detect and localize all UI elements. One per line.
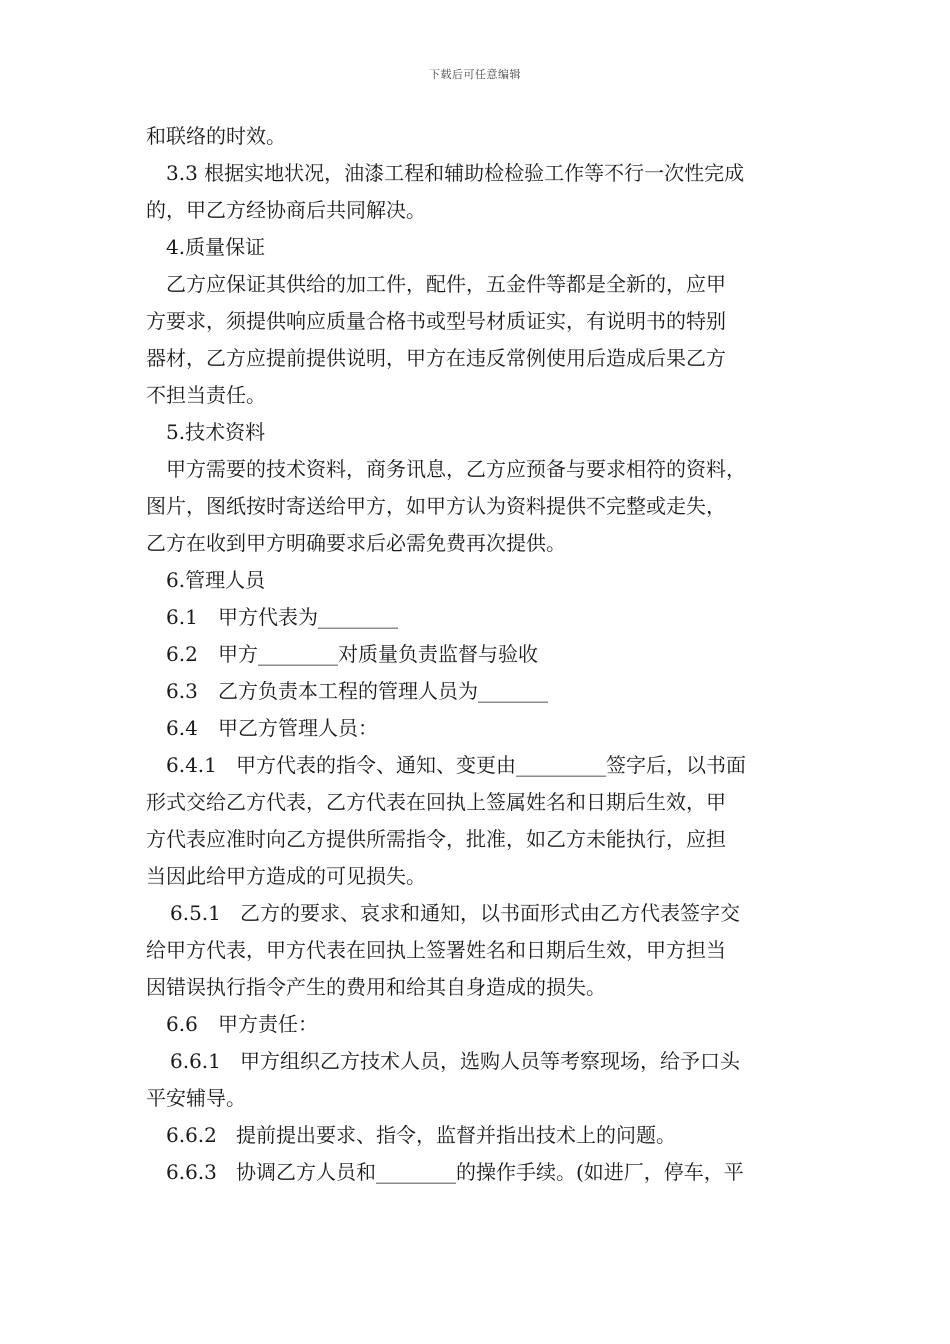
paragraph-line: 不担当责任。 [146, 383, 266, 407]
clause-number: 6.2 [166, 642, 198, 666]
clause-number: 6.6.2 [166, 1123, 217, 1147]
document-body [146, 118, 810, 1191]
clause-number: 6.3 [166, 679, 198, 703]
clause-number: 6.5.1 [170, 901, 221, 925]
clause-text: 协调乙方人员和________的操作手续。(如进厂，停车，平 [236, 1160, 744, 1184]
clause-3-3-line: 3.3 根据实地状况，油漆工程和辅助检检验工作等不行一次性完成 [166, 161, 745, 185]
clause-6-6 [146, 1006, 810, 1043]
section-heading-tech-docs: 5.技术资料 [166, 420, 266, 444]
paragraph-line: 甲方需要的技术资料，商务讯息，乙方应预备与要求相符的资料， [166, 457, 746, 481]
clause-6-4 [146, 710, 810, 747]
clause-text: 甲乙方管理人员： [218, 716, 378, 740]
clause-text: 甲方代表的指令、通知、变更由_________签字后，以书面 [236, 753, 746, 777]
clause-number: 6.6.1 [170, 1049, 221, 1073]
clause-6-6-3 [146, 1154, 810, 1191]
paragraph-line: 乙方应保证其供给的加工件，配件，五金件等都是全新的，应甲 [166, 272, 726, 296]
section-heading-quality: 4.质量保证 [166, 235, 266, 259]
clause-number: 6.6 [166, 1012, 198, 1036]
clause-6-3 [146, 673, 810, 710]
clause-6-2 [146, 636, 810, 673]
paragraph-line: 形式交给乙方代表，乙方代表在回执上签属姓名和日期后生效，甲 [146, 790, 726, 814]
paragraph-line: 方要求，须提供响应质量合格书或型号材质证实，有说明书的特别 [146, 309, 726, 333]
clause-text: 甲方组织乙方技术人员，选购人员等考察现场，给予口头 [240, 1049, 740, 1073]
paragraph-line: 给甲方代表，甲方代表在回执上签署姓名和日期后生效，甲方担当 [146, 938, 726, 962]
clause-6-1 [146, 599, 810, 636]
paragraph-line: 方代表应准时向乙方提供所需指令，批准，如乙方未能执行，应担 [146, 827, 726, 851]
paragraph-line: 的，甲乙方经协商后共同解决。 [146, 198, 426, 222]
paragraph-line: 乙方在收到甲方明确要求后必需免费再次提供。 [146, 531, 566, 555]
clause-number: 6.1 [166, 605, 198, 629]
clause-number: 6.4 [166, 716, 198, 740]
clause-text: 甲方________对质量负责监督与验收 [218, 642, 538, 666]
page-header-note: 下载后可任意编辑 [429, 68, 521, 81]
clause-number: 6.4.1 [166, 753, 217, 777]
paragraph-line: 图片，图纸按时寄送给甲方，如甲方认为资料提供不完整或走失， [146, 494, 726, 518]
clause-text: 甲方代表为________ [218, 605, 398, 629]
clause-6-5-1 [146, 895, 810, 932]
paragraph-line: 和联络的时效。 [146, 124, 286, 148]
paragraph-line: 当因此给甲方造成的可见损失。 [146, 864, 426, 888]
paragraph-line: 器材，乙方应提前提供说明，甲方在违反常例使用后造成后果乙方 [146, 346, 726, 370]
clause-6-4-1 [146, 747, 810, 784]
clause-text: 提前提出要求、指令，监督并指出技术上的问题。 [236, 1123, 676, 1147]
clause-text: 乙方的要求、哀求和通知，以书面形式由乙方代表签字交 [240, 901, 740, 925]
clause-number: 6.6.3 [166, 1160, 217, 1184]
clause-text: 甲方责任： [218, 1012, 318, 1036]
clause-6-6-1 [146, 1043, 810, 1080]
section-heading-management: 6.管理人员 [166, 568, 266, 592]
clause-text: 乙方负责本工程的管理人员为_______ [218, 679, 548, 703]
paragraph-line: 因错误执行指令产生的费用和给其自身造成的损失。 [146, 975, 606, 999]
clause-6-6-2 [146, 1117, 810, 1154]
paragraph-line: 平安辅导。 [146, 1086, 246, 1110]
